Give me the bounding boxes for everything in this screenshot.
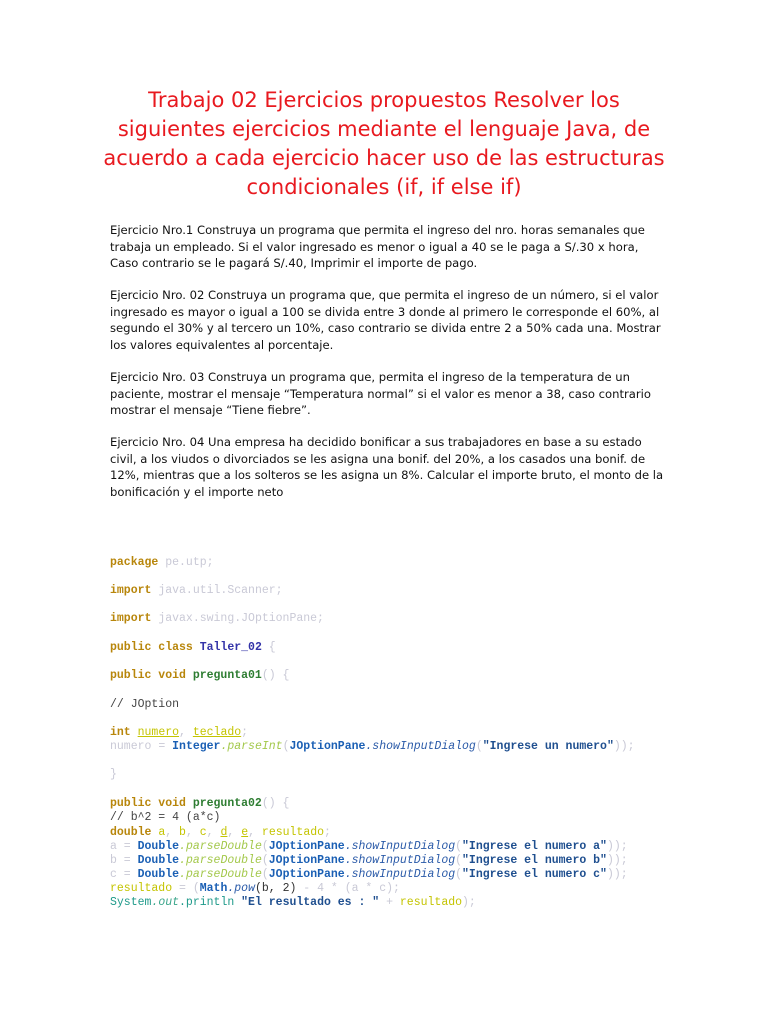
code-method-name: pregunta01	[185, 669, 262, 682]
code-line-int-declaration	[110, 726, 248, 740]
code-string: "Ingrese el numero a"	[462, 840, 607, 853]
code-line-double-declaration	[110, 826, 331, 840]
code-method-name: pregunta02	[185, 797, 262, 810]
code-semicolon: ;	[324, 826, 331, 839]
code-operator: =	[172, 882, 193, 895]
code-comment: // JOption	[110, 698, 180, 711]
code-paren: (	[261, 840, 269, 853]
code-variable: d	[220, 826, 228, 839]
code-comma: ,	[248, 826, 256, 839]
exercise-1-text: Ejercicio Nro.1 Construya un programa que permita el ingreso del nro. horas semanales que trabaja un empleado. Si el valor ingresado es menor o igual a 40 se le paga a S/.30 x hora, Caso contrario se le pagará S/.40, Imprimir el importe de pago.	[110, 223, 645, 270]
code-string: "Ingrese el numero b"	[462, 854, 607, 867]
code-type: System	[110, 896, 152, 909]
code-line-method-pregunta01	[110, 669, 289, 683]
document-title: Trabajo 02 Ejercicios propuestos Resolver los siguientes ejercicios mediante el lenguaje Java, de acuerdo a cada ejercicio hacer uso de las estructuras condicionales (if, if else if)	[103, 88, 665, 199]
code-line-end: ));	[606, 854, 628, 867]
code-type: JOptionPane	[268, 868, 345, 881]
code-import-path: javax.swing.JOptionPane;	[151, 612, 324, 625]
code-line-end: ));	[613, 740, 635, 753]
code-line-end: );	[462, 896, 476, 909]
code-comma: ,	[179, 726, 186, 739]
code-paren: (	[455, 868, 463, 881]
code-operator: +	[379, 896, 400, 909]
code-keyword: import	[110, 612, 152, 625]
code-string: "Ingrese un numero"	[482, 740, 614, 753]
code-type: Double	[137, 840, 180, 853]
code-variable: numero	[110, 740, 152, 753]
code-keyword: import	[110, 584, 152, 597]
code-string: "El resultado es : "	[241, 896, 380, 909]
code-line-math-pow	[110, 882, 400, 896]
code-args: (b, 2)	[254, 882, 297, 895]
code-type: Double	[137, 868, 180, 881]
code-type: JOptionPane	[268, 840, 345, 853]
code-keyword: public void	[110, 797, 186, 810]
code-variable: b	[179, 826, 186, 839]
code-expression: (a * c)	[344, 882, 394, 895]
code-line-close-brace	[110, 768, 117, 782]
code-paren: (	[475, 740, 483, 753]
code-variable: a	[158, 826, 166, 839]
code-method-call: .showInputDialog	[344, 854, 456, 867]
code-string: "Ingrese el numero c"	[462, 868, 607, 881]
code-brace: }	[110, 768, 117, 781]
code-comma: ,	[206, 826, 214, 839]
code-line-comment-formula	[110, 811, 220, 825]
code-method-call: .parseInt	[220, 740, 283, 753]
code-line-class-declaration	[110, 641, 276, 655]
code-field: .out	[151, 896, 180, 909]
code-operator: =	[116, 840, 138, 853]
code-paren: (	[455, 854, 463, 867]
code-variable: a	[110, 840, 117, 853]
code-comment: // b^2 = 4 (a*c)	[110, 811, 221, 824]
code-line-parse-c	[110, 868, 628, 882]
code-semicolon: ;	[393, 882, 400, 895]
code-variable: e	[241, 826, 249, 839]
code-method-call: .showInputDialog	[365, 740, 476, 753]
code-line-comment-joption	[110, 698, 179, 712]
code-operator: =	[116, 868, 138, 881]
code-type: Integer	[172, 740, 221, 753]
code-variable: resultado	[261, 826, 325, 839]
code-paren: (	[261, 854, 269, 867]
code-paren: (	[261, 868, 269, 881]
code-method-call: .println	[179, 896, 235, 909]
code-variable: c	[110, 868, 117, 881]
code-type: JOptionPane	[268, 854, 345, 867]
code-keyword: package	[110, 556, 159, 569]
code-paren: (	[282, 740, 290, 753]
code-variable: numero	[137, 726, 180, 739]
code-method-call: .showInputDialog	[344, 868, 456, 881]
code-keyword: public class	[110, 641, 193, 654]
code-keyword: public void	[110, 669, 186, 682]
code-parens: () {	[261, 669, 290, 682]
code-semicolon: ;	[241, 726, 249, 739]
code-paren: (	[455, 840, 463, 853]
code-method-call: .pow	[227, 882, 255, 895]
code-line-parse-a	[110, 840, 628, 854]
exercise-2-text: Ejercicio Nro. 02 Construya un programa que, que permita el ingreso de un número, si el valor ingresado es mayor o igual a 100 se divida entre 3 donde al primero le corresponde el 60%, al segundo el 30% y al tercero un 10%, caso contrario se divida entre 2 a 50% cada una. Mostrar los valores equivalentes al porcentaje.	[110, 288, 661, 352]
code-variable: c	[199, 826, 207, 839]
code-method-call: .parseDouble	[179, 868, 262, 881]
code-keyword: int	[110, 726, 131, 739]
code-parens: () {	[261, 797, 290, 810]
code-package-name: pe.utp;	[158, 556, 214, 569]
code-class-name: Taller_02	[192, 641, 262, 654]
code-method-call: .parseDouble	[179, 854, 262, 867]
code-line-package	[110, 556, 214, 570]
code-variable: teclado	[192, 726, 242, 739]
code-comma: ,	[227, 826, 235, 839]
exercise-4-text: Ejercicio Nro. 04 Una empresa ha decidido bonificar a sus trabajadores en base a su estado civil, a los viudos o divorciados se les asigna una bonif. del 20%, a los casados una bonif. de 12%, mientras que a los solteros se les asigna un 8%. Calcular el importe bruto, el monto de la bonificación y el importe neto	[110, 435, 664, 499]
code-line-import-scanner	[110, 584, 283, 598]
code-line-parse-b	[110, 854, 628, 868]
code-method-call: .showInputDialog	[344, 840, 456, 853]
code-operator: =	[151, 740, 173, 753]
code-comma: ,	[185, 826, 193, 839]
code-method-call: .parseDouble	[179, 840, 262, 853]
code-brace: {	[261, 641, 276, 654]
code-operator: - 4 *	[296, 882, 345, 895]
code-type: Double	[137, 854, 180, 867]
exercise-3-text: Ejercicio Nro. 03 Construya un programa que, permita el ingreso de la temperatura de un paciente, mostrar el mensaje “Temperatura normal” si el valor es menor a 38, caso contrario mostrar el mensaje “Tiene fiebre”.	[110, 370, 651, 417]
code-variable: b	[110, 854, 117, 867]
code-keyword: double	[110, 826, 152, 839]
code-line-import-joptionpane	[110, 612, 324, 626]
code-paren: (	[192, 882, 200, 895]
code-variable: resultado	[110, 882, 173, 895]
code-import-path: java.util.Scanner;	[151, 584, 283, 597]
code-variable: resultado	[399, 896, 463, 909]
code-line-end: ));	[606, 840, 628, 853]
code-line-println	[110, 896, 476, 910]
code-line-parseint	[110, 740, 635, 754]
code-line-end: ));	[606, 868, 628, 881]
code-operator: =	[116, 854, 138, 867]
code-line-method-pregunta02	[110, 797, 289, 811]
code-type: Math	[199, 882, 228, 895]
code-comma: ,	[165, 826, 173, 839]
code-type: JOptionPane	[289, 740, 366, 753]
